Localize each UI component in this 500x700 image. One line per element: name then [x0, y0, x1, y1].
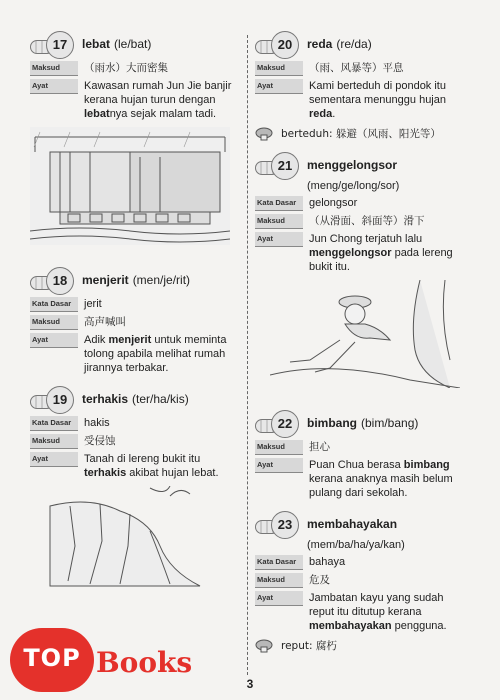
topbooks-logo — [10, 628, 192, 692]
vocab-entry-20 — [255, 30, 470, 141]
caterpillar-number-icon — [30, 386, 76, 412]
ayat-text — [84, 452, 240, 480]
entry-number: 17 — [46, 31, 74, 59]
maksud-tag: Maksud — [30, 434, 78, 449]
ayat-pre: Kami berteduh di pondok itu sementara menunggu hujan — [309, 80, 446, 106]
kata-dasar-text: hakis — [84, 417, 110, 429]
entry-syllables: (ter/ha/kis) — [132, 392, 189, 406]
entry-header — [255, 409, 470, 437]
ayat-tag: Ayat — [255, 79, 303, 94]
entry-word: membahayakan — [307, 517, 398, 531]
ayat-text — [84, 79, 240, 121]
kata-dasar-tag: Kata Dasar — [30, 297, 78, 312]
entry-header — [30, 30, 240, 58]
logo-badge-text: TOP — [23, 644, 81, 672]
ayat-post: akibat hujan lebat. — [126, 467, 219, 479]
vocab-entry-22 — [255, 409, 470, 500]
ayat-keyword: reda — [309, 108, 333, 120]
kata-dasar-text: bahaya — [309, 556, 346, 568]
boy-sliding-illustration — [270, 280, 460, 388]
vocab-entry-18 — [30, 266, 240, 375]
entry-word: bimbang — [307, 416, 357, 430]
column-divider — [247, 35, 248, 675]
entry-syllables: (re/da) — [336, 37, 372, 51]
ayat-text — [84, 333, 240, 375]
maksud-tag: Maksud — [30, 315, 78, 330]
left-column — [30, 30, 240, 617]
entry-number: 19 — [46, 386, 74, 414]
kata-dasar-tag: Kata Dasar — [255, 196, 303, 211]
ayat-tag: Ayat — [255, 232, 303, 247]
ayat-post: pada lereng bukit itu. — [309, 247, 453, 273]
ayat-text — [309, 232, 470, 274]
flooded-house-illustration — [30, 127, 230, 245]
maksud-tag: Maksud — [255, 573, 303, 588]
entry-word: reda — [307, 37, 333, 51]
entry-number: 22 — [271, 410, 299, 438]
eroded-hillside-illustration — [30, 486, 230, 596]
ayat-post: kerana anaknya masih belum pulang dari sekolah. — [309, 473, 453, 499]
ayat-tag: Ayat — [30, 452, 78, 467]
entry-number: 18 — [46, 267, 74, 295]
caterpillar-number-icon — [255, 152, 301, 178]
entry-word: menjerit — [82, 273, 129, 287]
vocab-note — [255, 127, 470, 141]
note-text: reput: 腐朽 — [281, 640, 337, 652]
entry-syllables: (meng/ge/long/sor) — [307, 180, 400, 192]
ayat-keyword: membahayakan — [309, 620, 392, 632]
ayat-pre: Tanah di lereng bukit itu — [84, 453, 201, 465]
ayat-pre: Jun Chong terjatuh lalu — [309, 233, 423, 245]
ayat-post: . — [332, 108, 336, 120]
note-text: berteduh: 躲避（风雨、阳光等） — [281, 128, 441, 140]
entry-syllables: (bim/bang) — [361, 416, 419, 430]
ayat-tag: Ayat — [30, 79, 78, 94]
caterpillar-number-icon — [30, 267, 76, 293]
maksud-text: （雨、风暴等）平息 — [309, 62, 404, 74]
caterpillar-number-icon — [30, 31, 76, 57]
kata-dasar-tag: Kata Dasar — [30, 416, 78, 431]
entry-header — [30, 266, 240, 294]
ayat-pre: Adik — [84, 334, 109, 346]
vocab-entry-21 — [255, 151, 470, 399]
kata-dasar-text: gelongsor — [309, 197, 358, 209]
vocab-entry-17 — [30, 30, 240, 256]
ayat-text — [309, 79, 470, 121]
ayat-pre: Jambatan kayu yang sudah reput itu ditutup kerana — [309, 592, 444, 618]
ayat-keyword: menjerit — [108, 334, 152, 346]
entry-word: terhakis — [82, 392, 129, 406]
maksud-tag: Maksud — [255, 214, 303, 229]
vocab-entry-23 — [255, 510, 470, 653]
entry-header — [255, 510, 470, 538]
logo-text: Books — [96, 646, 193, 679]
mushroom-icon — [255, 127, 273, 141]
entry-syllables: (le/bat) — [114, 37, 152, 51]
mushroom-icon — [255, 639, 273, 653]
maksud-text: 受侵蚀 — [84, 435, 116, 447]
vocab-note — [255, 639, 470, 653]
entry-syllables: (men/je/rit) — [132, 273, 191, 287]
ayat-text — [309, 591, 470, 633]
ayat-post: untuk meminta tolong apabila melihat rumah jirannya terbakar. — [84, 334, 227, 374]
kata-dasar-tag: Kata Dasar — [255, 555, 303, 570]
entry-syllables: (mem/ba/ha/ya/kan) — [307, 539, 405, 551]
ayat-keyword: bimbang — [403, 459, 450, 471]
ayat-tag: Ayat — [255, 591, 303, 606]
maksud-text: （雨水）大而密集 — [84, 62, 168, 74]
maksud-tag: Maksud — [255, 61, 303, 76]
ayat-keyword: menggelongsor — [309, 247, 392, 259]
maksud-text: 担心 — [309, 441, 330, 453]
ayat-keyword: lebat — [84, 108, 110, 120]
ayat-pre: Kawasan rumah Jun Jie banjir kerana hujan turun dengan — [84, 80, 232, 106]
entry-number: 23 — [271, 511, 299, 539]
ayat-text — [309, 458, 470, 500]
entry-header — [30, 385, 240, 413]
maksud-tag: Maksud — [255, 440, 303, 455]
entry-header — [255, 30, 470, 58]
right-column — [255, 30, 470, 663]
entry-word: lebat — [82, 37, 111, 51]
ayat-keyword: terhakis — [84, 467, 127, 479]
ayat-tag: Ayat — [255, 458, 303, 473]
entry-number: 20 — [271, 31, 299, 59]
entry-header — [255, 151, 470, 179]
ayat-post: pengguna. — [391, 620, 447, 632]
maksud-text: （从滑面、斜面等）滑下 — [309, 215, 425, 227]
logo-badge — [10, 628, 94, 692]
ayat-post: nya sejak malam tadi. — [109, 108, 217, 120]
entry-word: menggelongsor — [307, 158, 398, 172]
maksud-text: 危及 — [309, 574, 330, 586]
entry-number: 21 — [271, 152, 299, 180]
page-number: 3 — [246, 677, 254, 691]
kata-dasar-text: jerit — [84, 298, 102, 310]
caterpillar-number-icon — [255, 410, 301, 436]
ayat-pre: Puan Chua berasa — [309, 459, 404, 471]
maksud-tag: Maksud — [30, 61, 78, 76]
maksud-text: 高声喊叫 — [84, 316, 126, 328]
caterpillar-number-icon — [255, 511, 301, 537]
vocab-entry-19 — [30, 385, 240, 607]
ayat-tag: Ayat — [30, 333, 78, 348]
caterpillar-number-icon — [255, 31, 301, 57]
